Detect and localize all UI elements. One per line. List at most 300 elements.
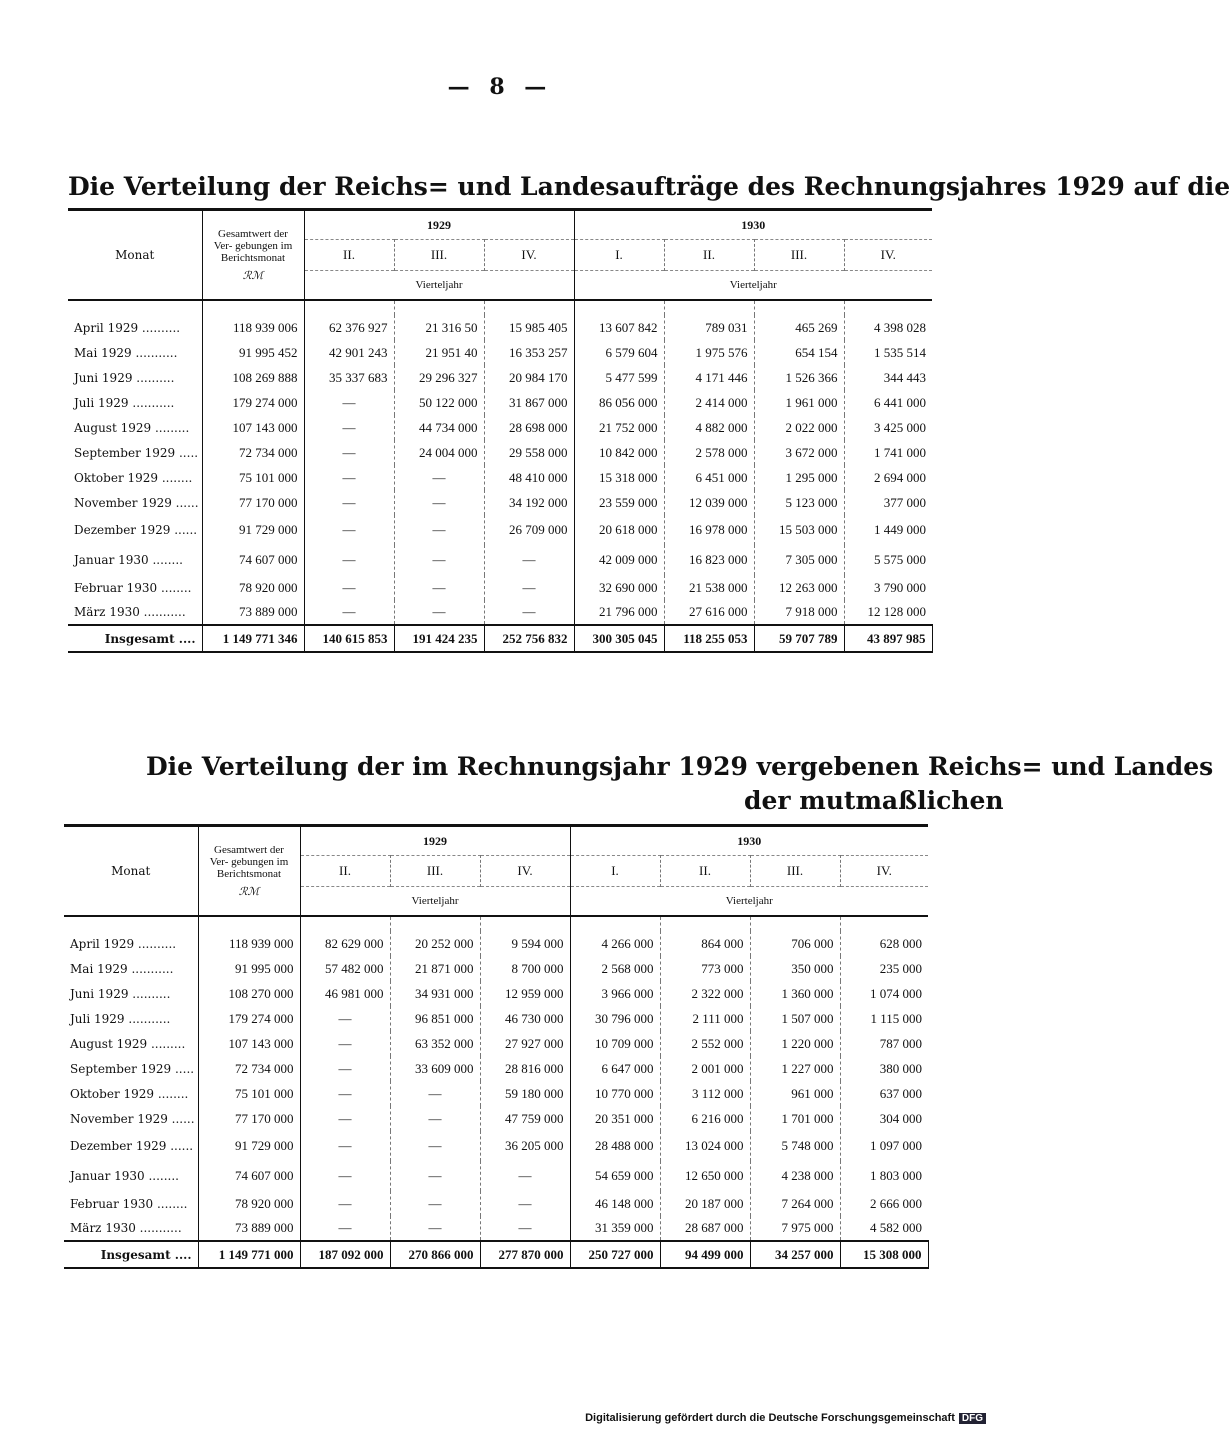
row-quarter-value: 1 074 000	[870, 985, 923, 1001]
total-quarter-value: 59 707 789	[754, 625, 844, 652]
row-quarter-value: —	[300, 1216, 390, 1241]
row-month: Januar 1930 ........	[68, 545, 202, 575]
row-total: 78 920 000	[198, 1191, 300, 1216]
year-1929-header: 1929	[300, 826, 570, 856]
row-quarter-value: 20 618 000	[574, 515, 664, 545]
table-row	[68, 390, 932, 415]
table-row	[68, 415, 932, 440]
total-quarter-value: 300 305 045	[574, 625, 664, 652]
table-row	[68, 365, 932, 390]
row-quarter-value: 24 004 000	[394, 440, 484, 465]
row-quarter-value: 50 122 000	[394, 390, 484, 415]
row-total: 107 143 000	[198, 1031, 300, 1056]
row-quarter-value: 28 816 000	[480, 1056, 570, 1081]
table-row	[64, 956, 928, 981]
row-quarter-value: 5 748 000	[750, 1131, 840, 1161]
total-quarter-value: 94 499 000	[660, 1241, 750, 1268]
vierteljahr-1929: Vierteljahr	[304, 270, 574, 300]
row-quarter-value: —	[304, 440, 394, 465]
row-quarter-value: 4 266 000	[570, 931, 660, 956]
row-total: 118 939 006	[202, 315, 304, 340]
quarter-header: I.	[570, 856, 660, 886]
row-quarter-value: —	[484, 575, 574, 600]
row-quarter-value: 8 700 000	[480, 956, 570, 981]
row-quarter-value: 23 559 000	[574, 490, 664, 515]
row-quarter-value: 2 666 000	[870, 1195, 923, 1211]
dfg-logo: DFG	[959, 1413, 986, 1424]
row-quarter-value: 46 981 000	[300, 981, 390, 1006]
row-month: April 1929 ..........	[68, 315, 202, 340]
row-quarter-value: —	[300, 1131, 390, 1161]
row-quarter-value: 1 526 366	[754, 365, 844, 390]
row-quarter-value: 46 730 000	[480, 1006, 570, 1031]
quarter-header: IV.	[840, 856, 928, 886]
row-quarter-value: 7 918 000	[754, 600, 844, 625]
row-quarter-value: —	[390, 1161, 480, 1191]
row-quarter-value: 21 871 000	[390, 956, 480, 981]
row-quarter-value: 62 376 927	[304, 315, 394, 340]
row-total: 91 729 000	[202, 515, 304, 545]
row-quarter-value: 2 111 000	[660, 1006, 750, 1031]
row-quarter-value: 2 022 000	[754, 415, 844, 440]
row-quarter-value: 32 690 000	[574, 575, 664, 600]
row-quarter-value: 2 001 000	[660, 1056, 750, 1081]
row-total: 179 274 000	[198, 1006, 300, 1031]
row-quarter-value: 16 353 257	[484, 340, 574, 365]
total-quarter-value: 15 308 000	[840, 1241, 928, 1268]
quarter-header: II.	[664, 240, 754, 270]
table2-title-line1: Die Verteilung der im Rechnungsjahr 1929 vergebenen Reichs= und Landes	[146, 752, 1214, 781]
row-quarter-value: 30 796 000	[570, 1006, 660, 1031]
table-row	[64, 1131, 928, 1161]
row-quarter-value: 15 985 405	[484, 315, 574, 340]
row-quarter-value: 1 449 000	[874, 522, 927, 537]
table-row	[64, 1191, 928, 1216]
total-label: Insgesamt ....	[64, 1241, 198, 1268]
row-quarter-value: 2 414 000	[664, 390, 754, 415]
row-quarter-value: 31 359 000	[570, 1216, 660, 1241]
row-quarter-value: 12 263 000	[754, 575, 844, 600]
row-quarter-value: —	[394, 575, 484, 600]
total-quarter-value: 270 866 000	[390, 1241, 480, 1268]
row-quarter-value: 15 318 000	[574, 465, 664, 490]
total-quarter-value: 43 897 985	[844, 625, 932, 652]
row-quarter-value: 29 558 000	[484, 440, 574, 465]
row-quarter-value: 21 752 000	[574, 415, 664, 440]
row-quarter-value: 380 000	[879, 1060, 923, 1076]
row-quarter-value: 7 264 000	[750, 1191, 840, 1216]
row-quarter-value: 63 352 000	[390, 1031, 480, 1056]
row-quarter-value: 2 322 000	[660, 981, 750, 1006]
table-row	[68, 340, 932, 365]
spacer-row	[68, 300, 932, 315]
row-quarter-value: 2 552 000	[660, 1031, 750, 1056]
row-total: 77 170 000	[202, 490, 304, 515]
row-quarter-value: 21 796 000	[574, 600, 664, 625]
quarter-header: I.	[574, 240, 664, 270]
table1-title: Die Verteilung der Reichs= und Landesaufträge des Rechnungsjahres 1929 auf die	[68, 172, 1230, 201]
row-quarter-value: 27 616 000	[664, 600, 754, 625]
row-total: 72 734 000	[198, 1056, 300, 1081]
row-month: September 1929 .....	[64, 1056, 198, 1081]
row-quarter-value: 12 650 000	[660, 1161, 750, 1191]
table-row	[64, 1056, 928, 1081]
row-total: 91 729 000	[198, 1131, 300, 1161]
row-month: Dezember 1929 ......	[68, 515, 202, 545]
row-month: Februar 1930 ........	[68, 575, 202, 600]
row-quarter-value: 15 503 000	[754, 515, 844, 545]
row-quarter-value: —	[394, 515, 484, 545]
table-row	[64, 1031, 928, 1056]
row-quarter-value: 377 000	[883, 494, 927, 510]
row-quarter-value: 789 031	[664, 315, 754, 340]
table-row	[64, 931, 928, 956]
row-total: 75 101 000	[198, 1081, 300, 1106]
row-quarter-value: 13 607 842	[574, 315, 664, 340]
row-quarter-value: 1 360 000	[750, 981, 840, 1006]
row-quarter-value: 1 115 000	[870, 1010, 923, 1026]
row-total: 74 607 000	[198, 1161, 300, 1191]
quarter-header: III.	[394, 240, 484, 270]
table-row	[64, 1081, 928, 1106]
row-month: Oktober 1929 ........	[64, 1081, 198, 1106]
row-total: 72 734 000	[202, 440, 304, 465]
row-quarter-value: 20 351 000	[570, 1106, 660, 1131]
total-value: 1 149 771 346	[202, 625, 304, 652]
row-quarter-value: —	[394, 490, 484, 515]
row-quarter-value: 2 694 000	[874, 469, 927, 485]
year-1929-header: 1929	[304, 210, 574, 240]
row-quarter-value: 82 629 000	[300, 931, 390, 956]
table-row	[64, 1216, 928, 1241]
quarter-header: II.	[300, 856, 390, 886]
row-quarter-value: 33 609 000	[390, 1056, 480, 1081]
row-quarter-value: 3 425 000	[874, 419, 927, 435]
row-quarter-value: 4 882 000	[664, 415, 754, 440]
row-quarter-value: 7 975 000	[750, 1216, 840, 1241]
row-quarter-value: —	[390, 1106, 480, 1131]
table-row	[68, 600, 932, 625]
row-quarter-value: 34 192 000	[484, 490, 574, 515]
table1-body	[68, 300, 932, 652]
row-quarter-value: —	[394, 600, 484, 625]
row-total: 108 269 888	[202, 365, 304, 390]
row-quarter-value: 1 295 000	[754, 465, 844, 490]
row-quarter-value: 3 112 000	[660, 1081, 750, 1106]
row-month: August 1929 .........	[68, 415, 202, 440]
row-total: 75 101 000	[202, 465, 304, 490]
total-row	[64, 1241, 928, 1268]
total-quarter-value: 252 756 832	[484, 625, 574, 652]
year-1930-header: 1930	[574, 210, 932, 240]
row-total: 118 939 000	[198, 931, 300, 956]
row-quarter-value: 57 482 000	[300, 956, 390, 981]
row-quarter-value: 34 931 000	[390, 981, 480, 1006]
row-quarter-value: —	[390, 1081, 480, 1106]
row-quarter-value: 42 009 000	[574, 545, 664, 575]
row-quarter-value: 6 647 000	[570, 1056, 660, 1081]
row-quarter-value: 10 709 000	[570, 1031, 660, 1056]
row-quarter-value: 5 477 599	[574, 365, 664, 390]
row-quarter-value: 4 582 000	[870, 1220, 923, 1235]
row-quarter-value: 6 441 000	[874, 394, 927, 410]
row-quarter-value: 12 128 000	[867, 604, 927, 619]
row-quarter-value: —	[390, 1191, 480, 1216]
row-month: Juni 1929 ..........	[68, 365, 202, 390]
vierteljahr-1930: Vierteljahr	[574, 270, 932, 300]
row-quarter-value: 12 959 000	[480, 981, 570, 1006]
year-1930-header: 1930	[570, 826, 928, 856]
row-month: November 1929 ......	[64, 1106, 198, 1131]
total-quarter-value: 118 255 053	[664, 625, 754, 652]
table-row	[68, 545, 932, 575]
table-row	[68, 515, 932, 545]
row-quarter-value: —	[304, 490, 394, 515]
row-quarter-value: 42 901 243	[304, 340, 394, 365]
table-row	[68, 440, 932, 465]
row-quarter-value: 706 000	[750, 931, 840, 956]
quarter-header: II.	[304, 240, 394, 270]
row-quarter-value: —	[304, 600, 394, 625]
row-quarter-value: 46 148 000	[570, 1191, 660, 1216]
row-quarter-value: 27 927 000	[480, 1031, 570, 1056]
col-total-header	[198, 826, 300, 917]
row-quarter-value: —	[480, 1161, 570, 1191]
row-quarter-value: —	[304, 390, 394, 415]
row-quarter-value: 1 227 000	[750, 1056, 840, 1081]
row-quarter-value: 16 978 000	[664, 515, 754, 545]
row-quarter-value: —	[484, 545, 574, 575]
page-number: — 8 —	[447, 74, 553, 100]
row-quarter-value: 1 975 576	[664, 340, 754, 365]
row-quarter-value: —	[300, 1056, 390, 1081]
row-total: 108 270 000	[198, 981, 300, 1006]
row-month: April 1929 ..........	[64, 931, 198, 956]
quarter-header: III.	[390, 856, 480, 886]
quarter-header: III.	[754, 240, 844, 270]
row-month: August 1929 .........	[64, 1031, 198, 1056]
row-quarter-value: 465 269	[754, 315, 844, 340]
row-month: Januar 1930 ........	[64, 1161, 198, 1191]
row-quarter-value: 20 252 000	[390, 931, 480, 956]
row-total: 78 920 000	[202, 575, 304, 600]
col-total-label: Gesamtwert der Ver- gebungen im Berichtsmonat	[209, 844, 289, 880]
footer-text: Digitalisierung gefördert durch die Deutsche Forschungsgemeinschaft	[585, 1412, 955, 1424]
table-row	[64, 981, 928, 1006]
total-quarter-value: 140 615 853	[304, 625, 394, 652]
row-quarter-value: —	[300, 1106, 390, 1131]
row-month: Juli 1929 ...........	[68, 390, 202, 415]
row-quarter-value: 36 205 000	[480, 1131, 570, 1161]
row-quarter-value: 1 220 000	[750, 1031, 840, 1056]
row-month: März 1930 ...........	[64, 1216, 198, 1241]
row-quarter-value: —	[300, 1081, 390, 1106]
row-quarter-value: 28 687 000	[660, 1216, 750, 1241]
row-quarter-value: 29 296 327	[394, 365, 484, 390]
row-quarter-value: 59 180 000	[480, 1081, 570, 1106]
row-quarter-value: 10 770 000	[570, 1081, 660, 1106]
row-quarter-value: 9 594 000	[480, 931, 570, 956]
row-quarter-value: —	[304, 575, 394, 600]
row-total: 73 889 000	[198, 1216, 300, 1241]
footer-credit	[585, 1412, 986, 1424]
table-row	[68, 490, 932, 515]
table1	[68, 208, 933, 653]
row-quarter-value: 3 790 000	[874, 579, 927, 595]
row-quarter-value: 6 579 604	[574, 340, 664, 365]
row-quarter-value: 16 823 000	[664, 545, 754, 575]
row-month: Juli 1929 ...........	[64, 1006, 198, 1031]
row-quarter-value: 1 701 000	[750, 1106, 840, 1131]
row-total: 107 143 000	[202, 415, 304, 440]
table-row	[64, 1006, 928, 1031]
quarter-header: II.	[660, 856, 750, 886]
total-quarter-value: 191 424 235	[394, 625, 484, 652]
col-month-header: Monat	[68, 210, 202, 301]
row-total: 74 607 000	[202, 545, 304, 575]
row-quarter-value: —	[480, 1191, 570, 1216]
row-quarter-value: —	[304, 465, 394, 490]
quarter-header: III.	[750, 856, 840, 886]
row-quarter-value: 4 398 028	[874, 319, 927, 335]
col-total-label: Gesamtwert der Ver- gebungen im Berichtsmonat	[213, 228, 293, 264]
row-quarter-value: 35 337 683	[304, 365, 394, 390]
row-quarter-value: 654 154	[754, 340, 844, 365]
row-quarter-value: —	[300, 1191, 390, 1216]
col-month-header: Monat	[64, 826, 198, 917]
row-quarter-value: 2 568 000	[570, 956, 660, 981]
row-quarter-value: 628 000	[879, 935, 923, 951]
vierteljahr-1929: Vierteljahr	[300, 886, 570, 916]
row-quarter-value: 96 851 000	[390, 1006, 480, 1031]
row-quarter-value: 350 000	[750, 956, 840, 981]
row-quarter-value: 31 867 000	[484, 390, 574, 415]
row-month: Dezember 1929 ......	[64, 1131, 198, 1161]
row-quarter-value: 5 123 000	[754, 490, 844, 515]
row-quarter-value: 28 488 000	[570, 1131, 660, 1161]
row-quarter-value: 21 538 000	[664, 575, 754, 600]
table-row	[68, 575, 932, 600]
total-quarter-value: 277 870 000	[480, 1241, 570, 1268]
quarter-header: IV.	[844, 240, 932, 270]
row-quarter-value: 773 000	[660, 956, 750, 981]
unit-label: ℛℳ	[238, 886, 260, 898]
table2	[64, 824, 929, 1269]
spacer-row	[64, 916, 928, 931]
row-quarter-value: —	[300, 1161, 390, 1191]
row-quarter-value: —	[304, 515, 394, 545]
table-row	[64, 1161, 928, 1191]
total-quarter-value: 34 257 000	[750, 1241, 840, 1268]
table-row	[68, 315, 932, 340]
row-month: Mai 1929 ...........	[64, 956, 198, 981]
row-quarter-value: —	[304, 415, 394, 440]
row-month: November 1929 ......	[68, 490, 202, 515]
row-quarter-value: 47 759 000	[480, 1106, 570, 1131]
row-total: 91 995 000	[198, 956, 300, 981]
row-quarter-value: 5 575 000	[874, 552, 927, 567]
row-quarter-value: —	[300, 1031, 390, 1056]
col-total-header	[202, 210, 304, 301]
row-quarter-value: —	[394, 545, 484, 575]
vierteljahr-1930: Vierteljahr	[570, 886, 928, 916]
row-total: 179 274 000	[202, 390, 304, 415]
row-month: Juni 1929 ..........	[64, 981, 198, 1006]
row-quarter-value: 344 443	[883, 369, 927, 385]
row-quarter-value: 21 316 50	[394, 315, 484, 340]
row-quarter-value: —	[390, 1131, 480, 1161]
row-quarter-value: 6 216 000	[660, 1106, 750, 1131]
row-month: Februar 1930 ........	[64, 1191, 198, 1216]
row-quarter-value: 787 000	[879, 1035, 923, 1051]
row-quarter-value: —	[480, 1216, 570, 1241]
table-row	[68, 465, 932, 490]
row-total: 91 995 452	[202, 340, 304, 365]
row-quarter-value: 21 951 40	[394, 340, 484, 365]
row-quarter-value: 28 698 000	[484, 415, 574, 440]
row-month: September 1929 .....	[68, 440, 202, 465]
row-quarter-value: 1 535 514	[874, 344, 927, 360]
row-quarter-value: 304 000	[879, 1110, 923, 1126]
row-quarter-value: 10 842 000	[574, 440, 664, 465]
unit-label: ℛℳ	[242, 270, 264, 282]
row-quarter-value: 20 187 000	[660, 1191, 750, 1216]
row-quarter-value: 864 000	[660, 931, 750, 956]
table2-title-line2: der mutmaßlichen	[744, 786, 1004, 815]
row-quarter-value: 86 056 000	[574, 390, 664, 415]
row-quarter-value: 44 734 000	[394, 415, 484, 440]
row-quarter-value: 637 000	[879, 1085, 923, 1101]
row-quarter-value: —	[390, 1216, 480, 1241]
row-quarter-value: 3 672 000	[754, 440, 844, 465]
total-quarter-value: 250 727 000	[570, 1241, 660, 1268]
row-quarter-value: 1 097 000	[870, 1138, 923, 1153]
total-label: Insgesamt ....	[68, 625, 202, 652]
row-quarter-value: 7 305 000	[754, 545, 844, 575]
table-row	[64, 1106, 928, 1131]
row-quarter-value: 4 171 446	[664, 365, 754, 390]
row-total: 73 889 000	[202, 600, 304, 625]
quarter-header: IV.	[484, 240, 574, 270]
row-quarter-value: 13 024 000	[660, 1131, 750, 1161]
row-quarter-value: 1 961 000	[754, 390, 844, 415]
row-quarter-value: —	[304, 545, 394, 575]
row-quarter-value: 1 507 000	[750, 1006, 840, 1031]
total-quarter-value: 187 092 000	[300, 1241, 390, 1268]
row-quarter-value: —	[484, 600, 574, 625]
row-quarter-value: 961 000	[750, 1081, 840, 1106]
total-row	[68, 625, 932, 652]
row-quarter-value: —	[394, 465, 484, 490]
row-quarter-value: 4 238 000	[750, 1161, 840, 1191]
row-quarter-value: 3 966 000	[570, 981, 660, 1006]
table2-body	[64, 916, 928, 1268]
row-quarter-value: 1 803 000	[870, 1168, 923, 1183]
row-quarter-value: 26 709 000	[484, 515, 574, 545]
row-quarter-value: —	[300, 1006, 390, 1031]
quarter-header: IV.	[480, 856, 570, 886]
row-quarter-value: 20 984 170	[484, 365, 574, 390]
row-quarter-value: 48 410 000	[484, 465, 574, 490]
row-total: 77 170 000	[198, 1106, 300, 1131]
row-quarter-value: 54 659 000	[570, 1161, 660, 1191]
row-month: März 1930 ...........	[68, 600, 202, 625]
row-quarter-value: 235 000	[879, 960, 923, 976]
row-quarter-value: 2 578 000	[664, 440, 754, 465]
row-month: Oktober 1929 ........	[68, 465, 202, 490]
row-quarter-value: 1 741 000	[874, 444, 927, 460]
row-month: Mai 1929 ...........	[68, 340, 202, 365]
